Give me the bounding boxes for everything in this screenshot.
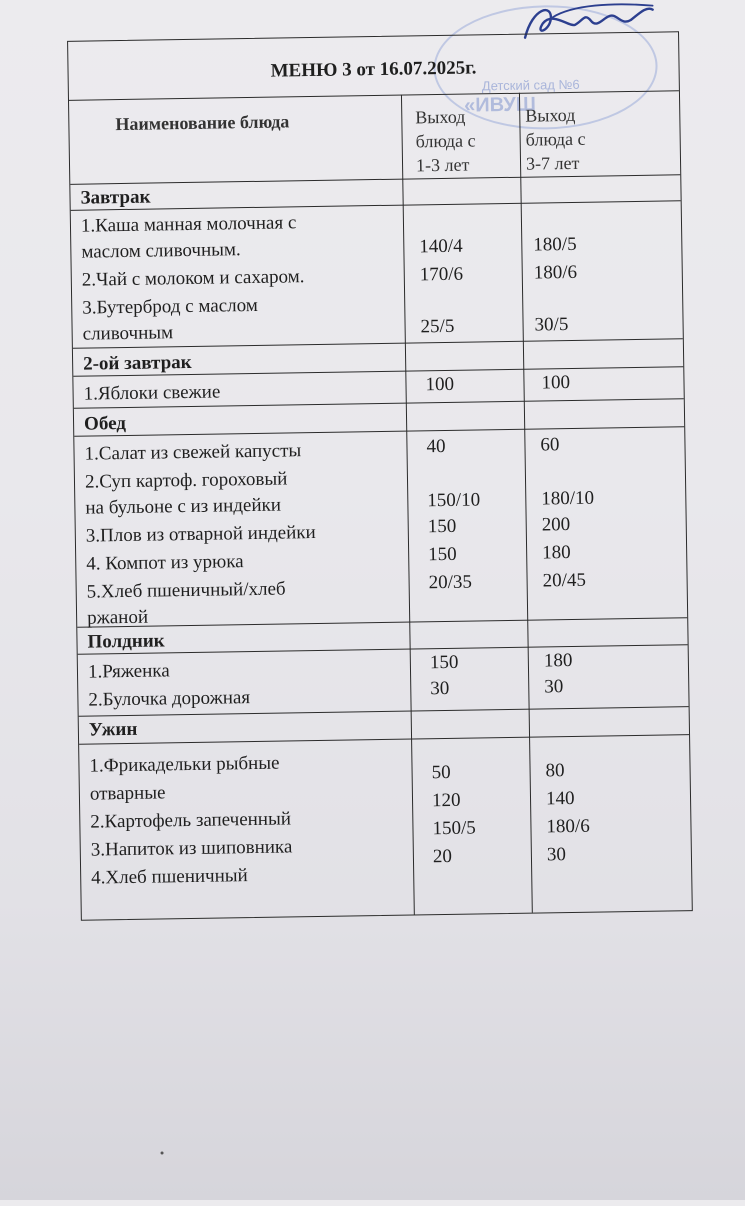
portion-value: 180/10 xyxy=(541,487,595,510)
portion-value: 30/5 xyxy=(534,314,569,336)
menu-table xyxy=(67,31,693,921)
portion-value: 40 xyxy=(426,435,446,458)
portion-value: 100 xyxy=(541,372,571,394)
portion-value: 180 xyxy=(543,650,573,672)
portion-value: 50 xyxy=(431,761,451,784)
portion-value: 150/10 xyxy=(427,489,481,512)
dish-line: 2.Суп картоф. гороховый xyxy=(84,468,288,493)
dish-line: 4. Компот из урюка xyxy=(86,551,244,575)
portion-value: 140 xyxy=(545,787,575,810)
dish-line: на бульоне с из индейки xyxy=(85,494,282,519)
col1-header-line1: Выход xyxy=(415,106,466,128)
dish-line: отварные xyxy=(89,782,166,805)
portion-value: 20 xyxy=(432,845,453,868)
dish-line: 2.Чай с молоком и сахаром. xyxy=(81,266,305,291)
col2-header-line3: 3-7 лет xyxy=(525,152,580,174)
portion-value: 170/6 xyxy=(419,263,464,286)
portion-value: 180/6 xyxy=(533,261,578,284)
dish-line: 2.Картофель запеченный xyxy=(90,808,292,833)
dish-column-header: Наименование блюда xyxy=(115,111,290,135)
portion-value: 80 xyxy=(545,760,565,782)
section-snack: Полдник xyxy=(87,630,165,653)
dish-line: сливочным xyxy=(82,322,174,345)
dish-line: маслом сливочным. xyxy=(81,239,241,263)
portion-value: 120 xyxy=(431,789,461,812)
section-breakfast: Завтрак xyxy=(80,186,151,209)
dish-line: 3.Напиток из шиповника xyxy=(90,836,293,861)
dish-line: 4.Хлеб пшеничный xyxy=(91,865,248,889)
dish-line: ржаной xyxy=(86,606,149,629)
portion-value: 20/45 xyxy=(542,569,587,592)
portion-value: 30 xyxy=(546,844,567,866)
portion-value: 30 xyxy=(430,677,450,700)
portion-value: 180 xyxy=(542,542,571,564)
dish-line: 5.Хлеб пшеничный/хлеб xyxy=(86,578,286,603)
dish-line: 1.Яблоки свежие xyxy=(83,381,221,405)
portion-value: 180/6 xyxy=(546,815,590,838)
portion-value: 100 xyxy=(425,373,455,396)
dish-line: 3.Плов из отварной индейки xyxy=(85,522,316,547)
dish-line: 2.Булочка дорожная xyxy=(88,687,251,711)
portion-value: 150 xyxy=(427,515,457,538)
page-title: МЕНЮ 3 от 16.07.2025г. xyxy=(270,57,477,82)
section-breakfast2: 2-ой завтрак xyxy=(82,351,192,375)
paper-speck xyxy=(161,1151,164,1154)
portion-value: 25/5 xyxy=(420,315,455,338)
portion-value: 20/35 xyxy=(428,571,473,594)
col1-header-line2: блюда с xyxy=(415,130,476,152)
col2-header-line2: блюда с xyxy=(525,128,586,150)
dish-line: 1.Ряженка xyxy=(87,660,170,683)
dish-line: 1.Салат из свежей капусты xyxy=(84,440,302,465)
col2-header-line1: Выход xyxy=(525,104,576,126)
col1-header-line3: 1-3 лет xyxy=(415,154,470,176)
section-lunch: Обед xyxy=(83,412,127,435)
portion-value: 140/4 xyxy=(419,235,463,258)
portion-value: 180/5 xyxy=(533,233,577,256)
stamp-text-line1: Детский сад №6 xyxy=(481,76,580,94)
stamp-text-line2: «ИВУШ xyxy=(463,93,537,117)
portion-value: 150/5 xyxy=(432,817,476,840)
section-dinner: Ужин xyxy=(88,718,138,741)
dish-line: 1.Каша манная молочная с xyxy=(80,212,297,237)
dish-line: 1.Фрикадельки рыбные xyxy=(89,752,280,777)
portion-value: 30 xyxy=(544,676,564,698)
portion-value: 200 xyxy=(541,514,571,536)
portion-value: 60 xyxy=(540,434,560,456)
portion-value: 150 xyxy=(428,543,457,566)
portion-value: 150 xyxy=(429,651,459,674)
dish-line: 3.Бутерброд с маслом xyxy=(82,294,258,319)
